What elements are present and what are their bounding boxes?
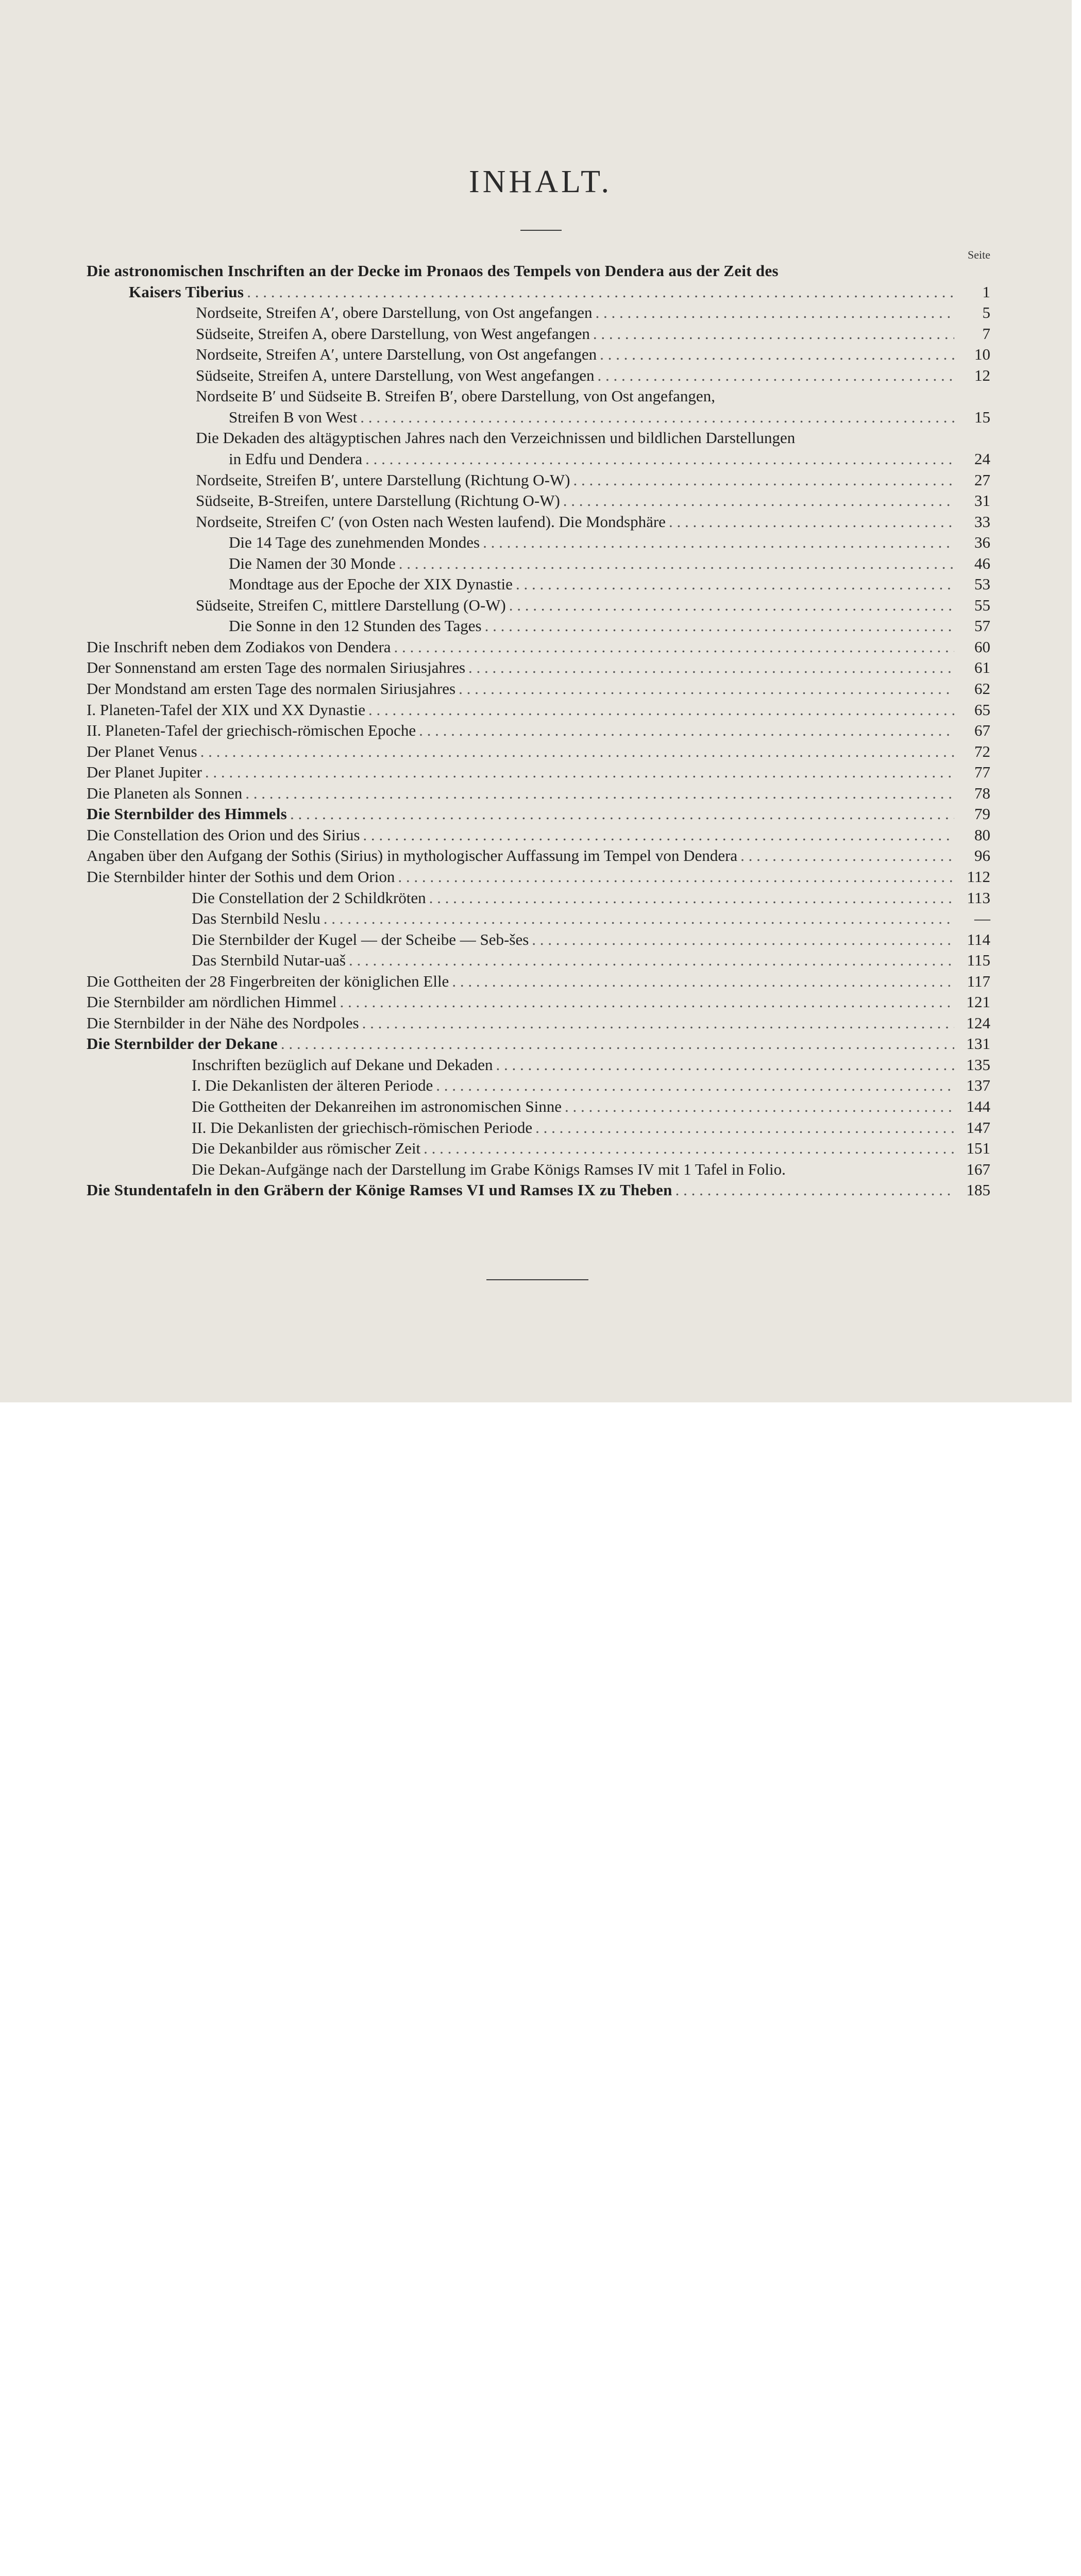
toc-page-number: 67 xyxy=(974,721,990,740)
toc-entry-title: Südseite, Streifen A, untere Darstellung, von West angefangen xyxy=(196,366,595,384)
toc-entry xyxy=(196,387,990,408)
toc-page-number: 5 xyxy=(982,303,990,322)
toc-entry-title: Nordseite, Streifen B′, untere Darstellung (Richtung O-W) xyxy=(196,470,570,489)
toc-page-number: 65 xyxy=(974,700,990,719)
toc-entry-title: Die Stundentafeln in den Gräbern der Könige Ramses VI und Ramses IX zu Theben xyxy=(87,1181,672,1199)
page-title: INHALT. xyxy=(469,164,612,199)
toc-entry xyxy=(192,909,990,930)
toc-page-number: 121 xyxy=(966,993,990,1011)
toc-entry xyxy=(196,303,990,324)
toc-entry xyxy=(229,533,990,554)
toc-entry-title: Der Mondstand am ersten Tage des normalen Siriusjahres xyxy=(87,680,456,698)
toc-page-number: 144 xyxy=(966,1097,990,1115)
toc-entry xyxy=(192,930,990,951)
toc-page-number: 77 xyxy=(974,763,990,782)
toc-entry xyxy=(87,805,990,825)
toc-entry-title: Die Gottheiten der 28 Fingerbreiten der königlichen Elle xyxy=(87,972,449,990)
toc-entry-title: Inschriften bezüglich auf Dekane und Dekaden xyxy=(192,1055,493,1074)
toc-dot-leader xyxy=(590,325,954,343)
toc-page-number: 117 xyxy=(967,972,990,990)
toc-dot-leader xyxy=(455,680,954,698)
toc-page-number: 185 xyxy=(966,1181,990,1199)
toc-entry xyxy=(196,325,990,345)
toc-dot-leader xyxy=(480,533,954,552)
toc-entry-title: Nordseite B′ und Südseite B. Streifen B′, obere Darstellung, von Ost angefangen, xyxy=(196,387,715,405)
toc-entry xyxy=(87,972,990,993)
toc-entry xyxy=(192,1139,990,1160)
toc-dot-leader xyxy=(396,554,954,573)
toc-entry-title: Die astronomischen Inschriften an der Decke im Pronaos des Tempels von Dendera aus der Zeit des xyxy=(87,262,779,280)
toc-page-number: 10 xyxy=(974,345,990,364)
toc-dot-leader xyxy=(597,345,954,364)
toc-entry-title: Die Namen der 30 Monde xyxy=(229,554,396,572)
toc-dot-leader xyxy=(737,846,954,865)
digitization-footer xyxy=(0,1402,1081,1548)
toc-entry xyxy=(196,345,990,366)
toc-dot-leader xyxy=(482,617,954,635)
toc-entry-title: Südseite, Streifen A, obere Darstellung, von West angefangen xyxy=(196,324,590,343)
toc-page-number: 61 xyxy=(974,658,990,677)
toc-page-number: 53 xyxy=(974,575,990,594)
toc-dot-leader xyxy=(560,492,954,510)
toc-entry-title: Südseite, B-Streifen, untere Darstellung (Richtung O-W) xyxy=(196,492,560,510)
toc-entry xyxy=(229,408,990,429)
toc-entry xyxy=(196,492,990,512)
toc-entry xyxy=(87,721,990,742)
toc-entry xyxy=(192,1056,990,1076)
toc-dot-leader xyxy=(197,742,954,761)
seite-column-label: Seite xyxy=(968,248,990,261)
toc-dot-leader xyxy=(570,471,954,489)
toc-entry-title: Die Sonne in den 12 Stunden des Tages xyxy=(229,617,482,635)
toc-dot-leader xyxy=(433,1076,954,1095)
toc-entry-title: II. Planeten-Tafel der griechisch-römischen Epoche xyxy=(87,721,416,740)
toc-dot-leader xyxy=(594,366,954,385)
toc-dot-leader xyxy=(202,763,954,782)
toc-entry-title: Die Constellation der 2 Schildkröten xyxy=(192,888,426,907)
end-rule xyxy=(486,1279,588,1280)
toc-entry xyxy=(192,1097,990,1118)
toc-entry xyxy=(87,763,990,784)
toc-page-number: 1 xyxy=(982,282,990,301)
toc-entry-title: Der Planet Venus xyxy=(87,742,197,760)
toc-entry-title: Südseite, Streifen C, mittlere Darstellung (O-W) xyxy=(196,596,506,614)
toc-entry-title: Die Sternbilder der Dekane xyxy=(87,1035,278,1053)
toc-dot-leader xyxy=(416,721,954,740)
toc-entry xyxy=(196,429,990,449)
toc-dot-leader xyxy=(666,513,954,531)
toc-entry-title: Die Sternbilder hinter der Sothis und dem Orion xyxy=(87,867,395,886)
toc-dot-leader xyxy=(320,909,954,928)
toc-entry xyxy=(87,742,990,763)
toc-page-number: 12 xyxy=(974,366,990,384)
toc-entry xyxy=(192,1118,990,1139)
toc-entry-title: Die Planeten als Sonnen xyxy=(87,784,243,802)
toc-entry xyxy=(192,1160,990,1181)
toc-entry xyxy=(229,450,990,470)
toc-entry xyxy=(87,262,990,282)
toc-entry-title: Der Sonnenstand am ersten Tage des normalen Siriusjahres xyxy=(87,658,466,677)
toc-dot-leader xyxy=(244,283,954,301)
toc-entry xyxy=(87,701,990,721)
toc-dot-leader xyxy=(513,575,954,594)
toc-entry-title: Die Dekaden des altägyptischen Jahres nach den Verzeichnissen und bildlichen Darstellungen xyxy=(196,429,796,447)
toc-entry xyxy=(87,638,990,658)
toc-page-number: 96 xyxy=(974,846,990,865)
toc-entry-title: Nordseite, Streifen A′, untere Darstellung, von Ost angefangen xyxy=(196,345,597,364)
toc-entry-title: Die Constellation des Orion und des Sirius xyxy=(87,825,360,844)
toc-entry-title: Das Sternbild Neslu xyxy=(192,909,320,928)
toc-dot-leader xyxy=(532,1118,954,1137)
toc-page-number: 62 xyxy=(974,680,990,698)
toc-dot-leader xyxy=(426,889,954,907)
toc-entry-title: II. Die Dekanlisten der griechisch-römischen Periode xyxy=(192,1118,533,1137)
toc-page-number: 131 xyxy=(966,1035,990,1053)
toc-dot-leader xyxy=(449,972,954,991)
toc-page-number: 112 xyxy=(967,867,990,886)
toc-entry xyxy=(87,784,990,805)
toc-entry-title: Streifen B von West xyxy=(229,408,358,426)
toc-page-number: 147 xyxy=(966,1118,990,1137)
toc-page-number: 36 xyxy=(974,533,990,552)
toc-page-number: 24 xyxy=(974,449,990,468)
toc-page-number: 167 xyxy=(966,1160,990,1178)
toc-entry-title: Die Inschrift neben dem Zodiakos von Dendera xyxy=(87,637,391,656)
toc-page-number: 114 xyxy=(967,930,990,948)
toc-dot-leader xyxy=(395,868,954,886)
toc-dot-leader xyxy=(493,1056,954,1074)
toc-entry xyxy=(192,889,990,909)
toc-page-number: 115 xyxy=(967,951,990,970)
toc-entry-title: Die Dekanbilder aus römischer Zeit xyxy=(192,1139,421,1158)
toc-dot-leader xyxy=(465,658,954,677)
toc-entry-title: in Edfu und Dendera xyxy=(229,449,363,468)
toc-page-number: 60 xyxy=(974,637,990,656)
toc-page-number: 137 xyxy=(966,1076,990,1095)
toc-page-number: 78 xyxy=(974,784,990,802)
toc-page-number: 31 xyxy=(974,492,990,510)
toc-entry xyxy=(196,596,990,617)
toc-page-number: 33 xyxy=(974,512,990,531)
toc-entry xyxy=(87,993,990,1013)
toc-entry xyxy=(87,658,990,679)
toc-entry-title: Nordseite, Streifen A′, obere Darstellung, von Ost angefangen xyxy=(196,303,593,322)
toc-entry xyxy=(87,1035,990,1055)
toc-entry xyxy=(87,1014,990,1035)
toc-dot-leader xyxy=(672,1181,954,1199)
toc-page-number: 79 xyxy=(974,805,990,823)
toc-dot-leader xyxy=(287,805,954,823)
toc-dot-leader xyxy=(506,596,954,615)
toc-page-number: 7 xyxy=(982,324,990,343)
toc-page-number: 57 xyxy=(974,617,990,635)
toc-dot-leader xyxy=(242,784,954,803)
toc-page-number: 15 xyxy=(974,408,990,426)
toc-entry xyxy=(192,951,990,972)
toc-entry xyxy=(192,1076,990,1097)
toc-dot-leader xyxy=(346,951,954,970)
toc-entry xyxy=(229,554,990,575)
toc-page-number: 72 xyxy=(974,742,990,760)
toc-entry xyxy=(229,617,990,637)
toc-dot-leader xyxy=(362,450,954,468)
toc-dot-leader xyxy=(357,408,954,427)
toc-entry-title: Der Planet Jupiter xyxy=(87,763,202,782)
toc-page-number: 80 xyxy=(974,825,990,844)
toc-dot-leader xyxy=(365,701,954,719)
toc-dot-leader xyxy=(337,993,954,1011)
toc-entry-title: Mondtage aus der Epoche der XIX Dynastie xyxy=(229,575,513,594)
toc-entry xyxy=(87,868,990,888)
toc-page-number: 124 xyxy=(966,1013,990,1032)
toc-entry xyxy=(196,366,990,387)
toc-entry xyxy=(129,283,990,303)
toc-entry-title: Die Dekan-Aufgänge nach der Darstellung im Grabe Königs Ramses IV mit 1 Tafel in Folio. xyxy=(192,1160,786,1178)
toc-page-number: 27 xyxy=(974,470,990,489)
toc-entry-title: Die Sternbilder in der Nähe des Nordpoles xyxy=(87,1013,359,1032)
toc-page-number: 135 xyxy=(966,1055,990,1074)
toc-entry-title: Kaisers Tiberius xyxy=(129,282,244,301)
table-of-contents xyxy=(0,0,1081,1236)
toc-page-number: 151 xyxy=(966,1139,990,1158)
toc-entry-title: Das Sternbild Nutar-uaš xyxy=(192,951,346,970)
toc-entry xyxy=(87,1181,990,1201)
toc-entry xyxy=(87,846,990,867)
toc-entry xyxy=(196,471,990,492)
toc-dot-leader xyxy=(360,826,954,844)
toc-dot-leader xyxy=(562,1097,954,1116)
toc-entry-title: Angaben über den Aufgang der Sothis (Sirius) in mythologischer Auffassung im Tempel von Dendera xyxy=(87,846,738,865)
toc-page-number: 46 xyxy=(974,554,990,572)
toc-entry xyxy=(87,680,990,700)
toc-entry-title: Nordseite, Streifen C′ (von Osten nach Westen laufend). Die Mondsphäre xyxy=(196,512,666,531)
toc-entry-title: Die Sternbilder des Himmels xyxy=(87,805,287,823)
toc-entry xyxy=(196,513,990,533)
toc-dot-leader xyxy=(420,1139,954,1158)
toc-entry-title: Die Gottheiten der Dekanreihen im astronomischen Sinne xyxy=(192,1097,562,1115)
toc-page-number: — xyxy=(974,909,990,928)
toc-dot-leader xyxy=(278,1035,954,1053)
toc-entry-title: Die Sternbilder der Kugel — der Scheibe — Seb-šes xyxy=(192,930,529,948)
toc-entry xyxy=(87,826,990,846)
toc-entry-title: Die 14 Tage des zunehmenden Mondes xyxy=(229,533,480,552)
toc-entry-title: I. Die Dekanlisten der älteren Periode xyxy=(192,1076,433,1095)
toc-entry-title: I. Planeten-Tafel der XIX und XX Dynastie xyxy=(87,700,366,719)
toc-page-number: 55 xyxy=(974,596,990,614)
toc-dot-leader xyxy=(391,638,954,656)
toc-entry xyxy=(229,575,990,596)
toc-dot-leader xyxy=(529,930,954,949)
toc-entry-title: Die Sternbilder am nördlichen Himmel xyxy=(87,993,337,1011)
toc-page-number: 113 xyxy=(967,888,990,907)
toc-dot-leader xyxy=(593,303,954,322)
toc-dot-leader xyxy=(359,1014,954,1032)
